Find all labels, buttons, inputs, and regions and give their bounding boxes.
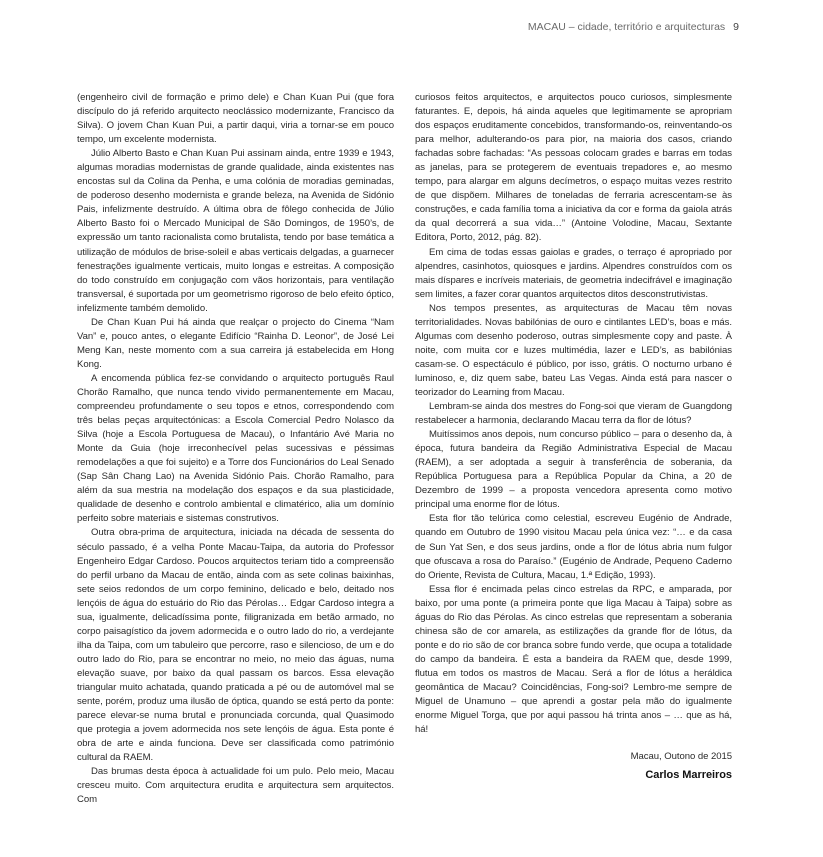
place-date: Macau, Outono de 2015 [630,751,732,763]
paragraph: Muitíssimos anos depois, num concurso público – para o desenho da, à época, futura bandeira da Região Administrativa Especial de Macau (RAEM), a ser adoptada a seguir à transferência de soberania, da República Portuguesa para a República Popular da China, a 20 de Dezembro de 1999 – a proposta vencedora apresenta como motivo principal uma enorme flor de lótus. [415,429,732,511]
paragraph: Essa flor é encimada pelas cinco estrelas da RPC, e amparada, por baixo, por uma ponte (a primeira ponte que liga Macau à Taipa) sobre as águas do Rio das Pérolas. As cinco estrelas que representam a soberania chinesa são de cor amarela, as estilizações da grande flor de lótus, da ponte e do rio são de cor branca sobre fundo verde, que ocupa a totalidade do campo da bandeira. É esta a bandeira da RAEM que, desde 1999, flutua em todos os mastros de Macau. Será a flor de lótus a heráldica geomântica de Macau? Coincidências, Fong-soi? Lembro-me sempre de Miguel de Unamuno – que aprendi a gostar pela mão do igualmente enorme Miguel Torga, que por aqui passou há trinta anos – … que as há, há! [415,583,732,736]
paragraph: Nos tempos presentes, as arquitecturas de Macau têm novas territorialidades. Novas babilónias de ouro e cintilantes LED’s, boas e más. Algumas com desenho poderoso, outras simplesmente copy and paste. À noite, com muita cor e luzes multimédia, lazer e LED’s, as babilónias casam-se. O espectáculo é público, por isso, grátis. O nocturno urbano é luminoso, e, diz quem sabe, bateu Las Vegas. Ainda está para nascer o teorizador do Learning from Macau. [415,302,732,398]
right-column [415,91,732,782]
paragraph: (engenheiro civil de formação e primo dele) e Chan Kuan Pui (que fora discípulo do já referido arquitecto neoclássico modernizante, Francisco da Silva). O jovem Chan Kuan Pui, a partir daqui, viria a tornar-se em pouco tempo, um excelente modernista. [77,92,394,146]
author-name: Carlos Marreiros [645,769,732,782]
paragraph: curiosos feitos arquitectos, e arquitectos pouco curiosos, simplesmente faturantes. E, depois, há ainda aqueles que legitimamente se apropriam dos espaços eruditamente concebidos, transformando-os, reinventando-os para melhor, adulterando-os para pior, na maioria dos casos, criando fachadas sobre fachadas: “As pessoas colocam grades e barras em todas as janelas, para se protegerem de eventuais trepadores e, ao mesmo tempo, para alargar em alguns decímetros, o espaço muitas vezes restrito de que dispõem. Milhares de toneladas de ferraria acrescentam-se às construções, e cada família toma a iniciativa da cor e forma da gaiola atrás da qual decorrerá a sua vida…” (Antoine Volodine, Macau, Sextante Editora, Porto, 2012, pág. 82). [415,92,732,244]
paragraph: Das brumas desta época à actualidade foi um pulo. Pelo meio, Macau cresceu muito. Com arquitectura erudita e arquitectura sem arquitectos. Com [77,766,394,806]
running-header [528,21,739,33]
signature [415,750,732,782]
page-number: 9 [733,21,739,33]
left-column [77,91,394,807]
paragraph: A encomenda pública fez-se convidando o arquitecto português Raul Chorão Ramalho, que nunca tendo vivido permanentemente em Macau, compreendeu profundamente o seu topos e etnos, correspondendo com três belas peças arquitectónicas: a Escola Comercial Pedro Nolasco da Silva (hoje a Escola Portuguesa de Macau), o Infantário Avé Maria no Monte da Guia (hoje irreconhecível pelas sucessivas e péssimas remodelações a que foi sujeito) e a Torre dos Funcionários do Leal Senado (Sap Sân Chang Lao) na Avenida Sidónio Pais. Chorão Ramalho, para além da sua mestria na modelação dos espaços e da sua plasticidade, qualidade de desenho e controlo ambiental e climatérico, alia um domínio perfeito sobre materiais e sistemas construtivos. [77,372,394,525]
running-title: MACAU – cidade, território e arquitecturas [527,21,726,33]
paragraph: Outra obra-prima de arquitectura, iniciada na década de sessenta do século passado, é a velha Ponte Macau-Taipa, da autoria do Professor Engenheiro Edgar Cardoso. Poucos arquitectos teriam tido a compreensão do perfil urbano da Macau de então, ainda com as sete colinas baixinhas, sete seios redondos de um corpo feminino, delicado e belo, deitado nos lençóis de água do estuário do Rio das Pérolas… Edgar Cardoso integra a sua, igualmente, delicadíssima ponte, filigranizada em betão armado, no corpo paisagístico da jovem adormecida e o outro lado do rio, a verdejante ilha da Taipa, com um tabuleiro que percorre, raso e silencioso, de um e do outro lado do Rio, para se encontrar no meio, no meio das águas, numa elevação suave, por baixo da qual passam os barcos. Essa elevação triangular muito achatada, quando praticada a pé ou de automóvel mal se sente, porém, produz uma ilusão de óptica, quando se está perto da ponte: parece elevar-se numa brutal e pronunciada corcunda, qual Quasimodo que protegia a jovem adormecida nos sete lençóis de água. Esta ponte é obra de arte e ainda funciona. Deve ser classificada como património cultural da RAEM. [77,527,394,764]
paragraph: De Chan Kuan Pui há ainda que realçar o projecto do Cinema “Nam Van” e, pouco antes, o elegante Edifício “Rainha D. Leonor”, de José Lei Meng Kan, neste momento com a sua carreira já estabelecida em Hong Kong. [77,316,394,370]
paragraph: Júlio Alberto Basto e Chan Kuan Pui assinam ainda, entre 1939 e 1943, algumas moradias modernistas de grande qualidade, ainda existentes nas encostas sul da Colina da Penha, e uma colónia de moradias geminadas, de poderoso desenho modernista e grande beleza, na Avenida de Sidónio Pais, infelizmente destruído. A última obra de fôlego conhecida de Júlio Alberto Basto foi o Mercado Municipal de São Domingos, de 1950’s, de expressão um tanto racionalista como brutalista, tendo por base temática a utilização de módulos de brise-soleil e abas verticais delgadas, a guarnecer fenestrações igualmente verticais, muito longas e estreitas. A composição do todo construído em conjugação com vãos horizontais, para ventilação transversal, é suportada por um geometrismo rigoroso de belo efeito óptico, infelizmente também demolido. [77,148,394,314]
paragraph: Lembram-se ainda dos mestres do Fong-soi que vieram de Guangdong restabelecer a harmonia, declarando Macau terra da flor de lótus? [415,401,732,427]
paragraph: Em cima de todas essas gaiolas e grades, o terraço é apropriado por alpendres, casinhotos, quiosques e jardins. Alpendres construídos com os mais díspares e incríveis materiais, de geometria indecifrável e imaginação sem limites, a fazer corar quantos arquitectos ditos desconstrutivistas. [415,246,732,300]
paragraph: Esta flor tão telúrica como celestial, escreveu Eugénio de Andrade, quando em Outubro de 1990 visitou Macau pela única vez: “… e da casa de Sun Yat Sen, e dos seus jardins, onde a flor de lótus abria num fulgor que ofuscava a rosa do Paraíso.” (Eugénio de Andrade, Pequeno Caderno do Oriente, Revista de Cultura, Macau, 1.ª Edição, 1993). [415,513,732,581]
